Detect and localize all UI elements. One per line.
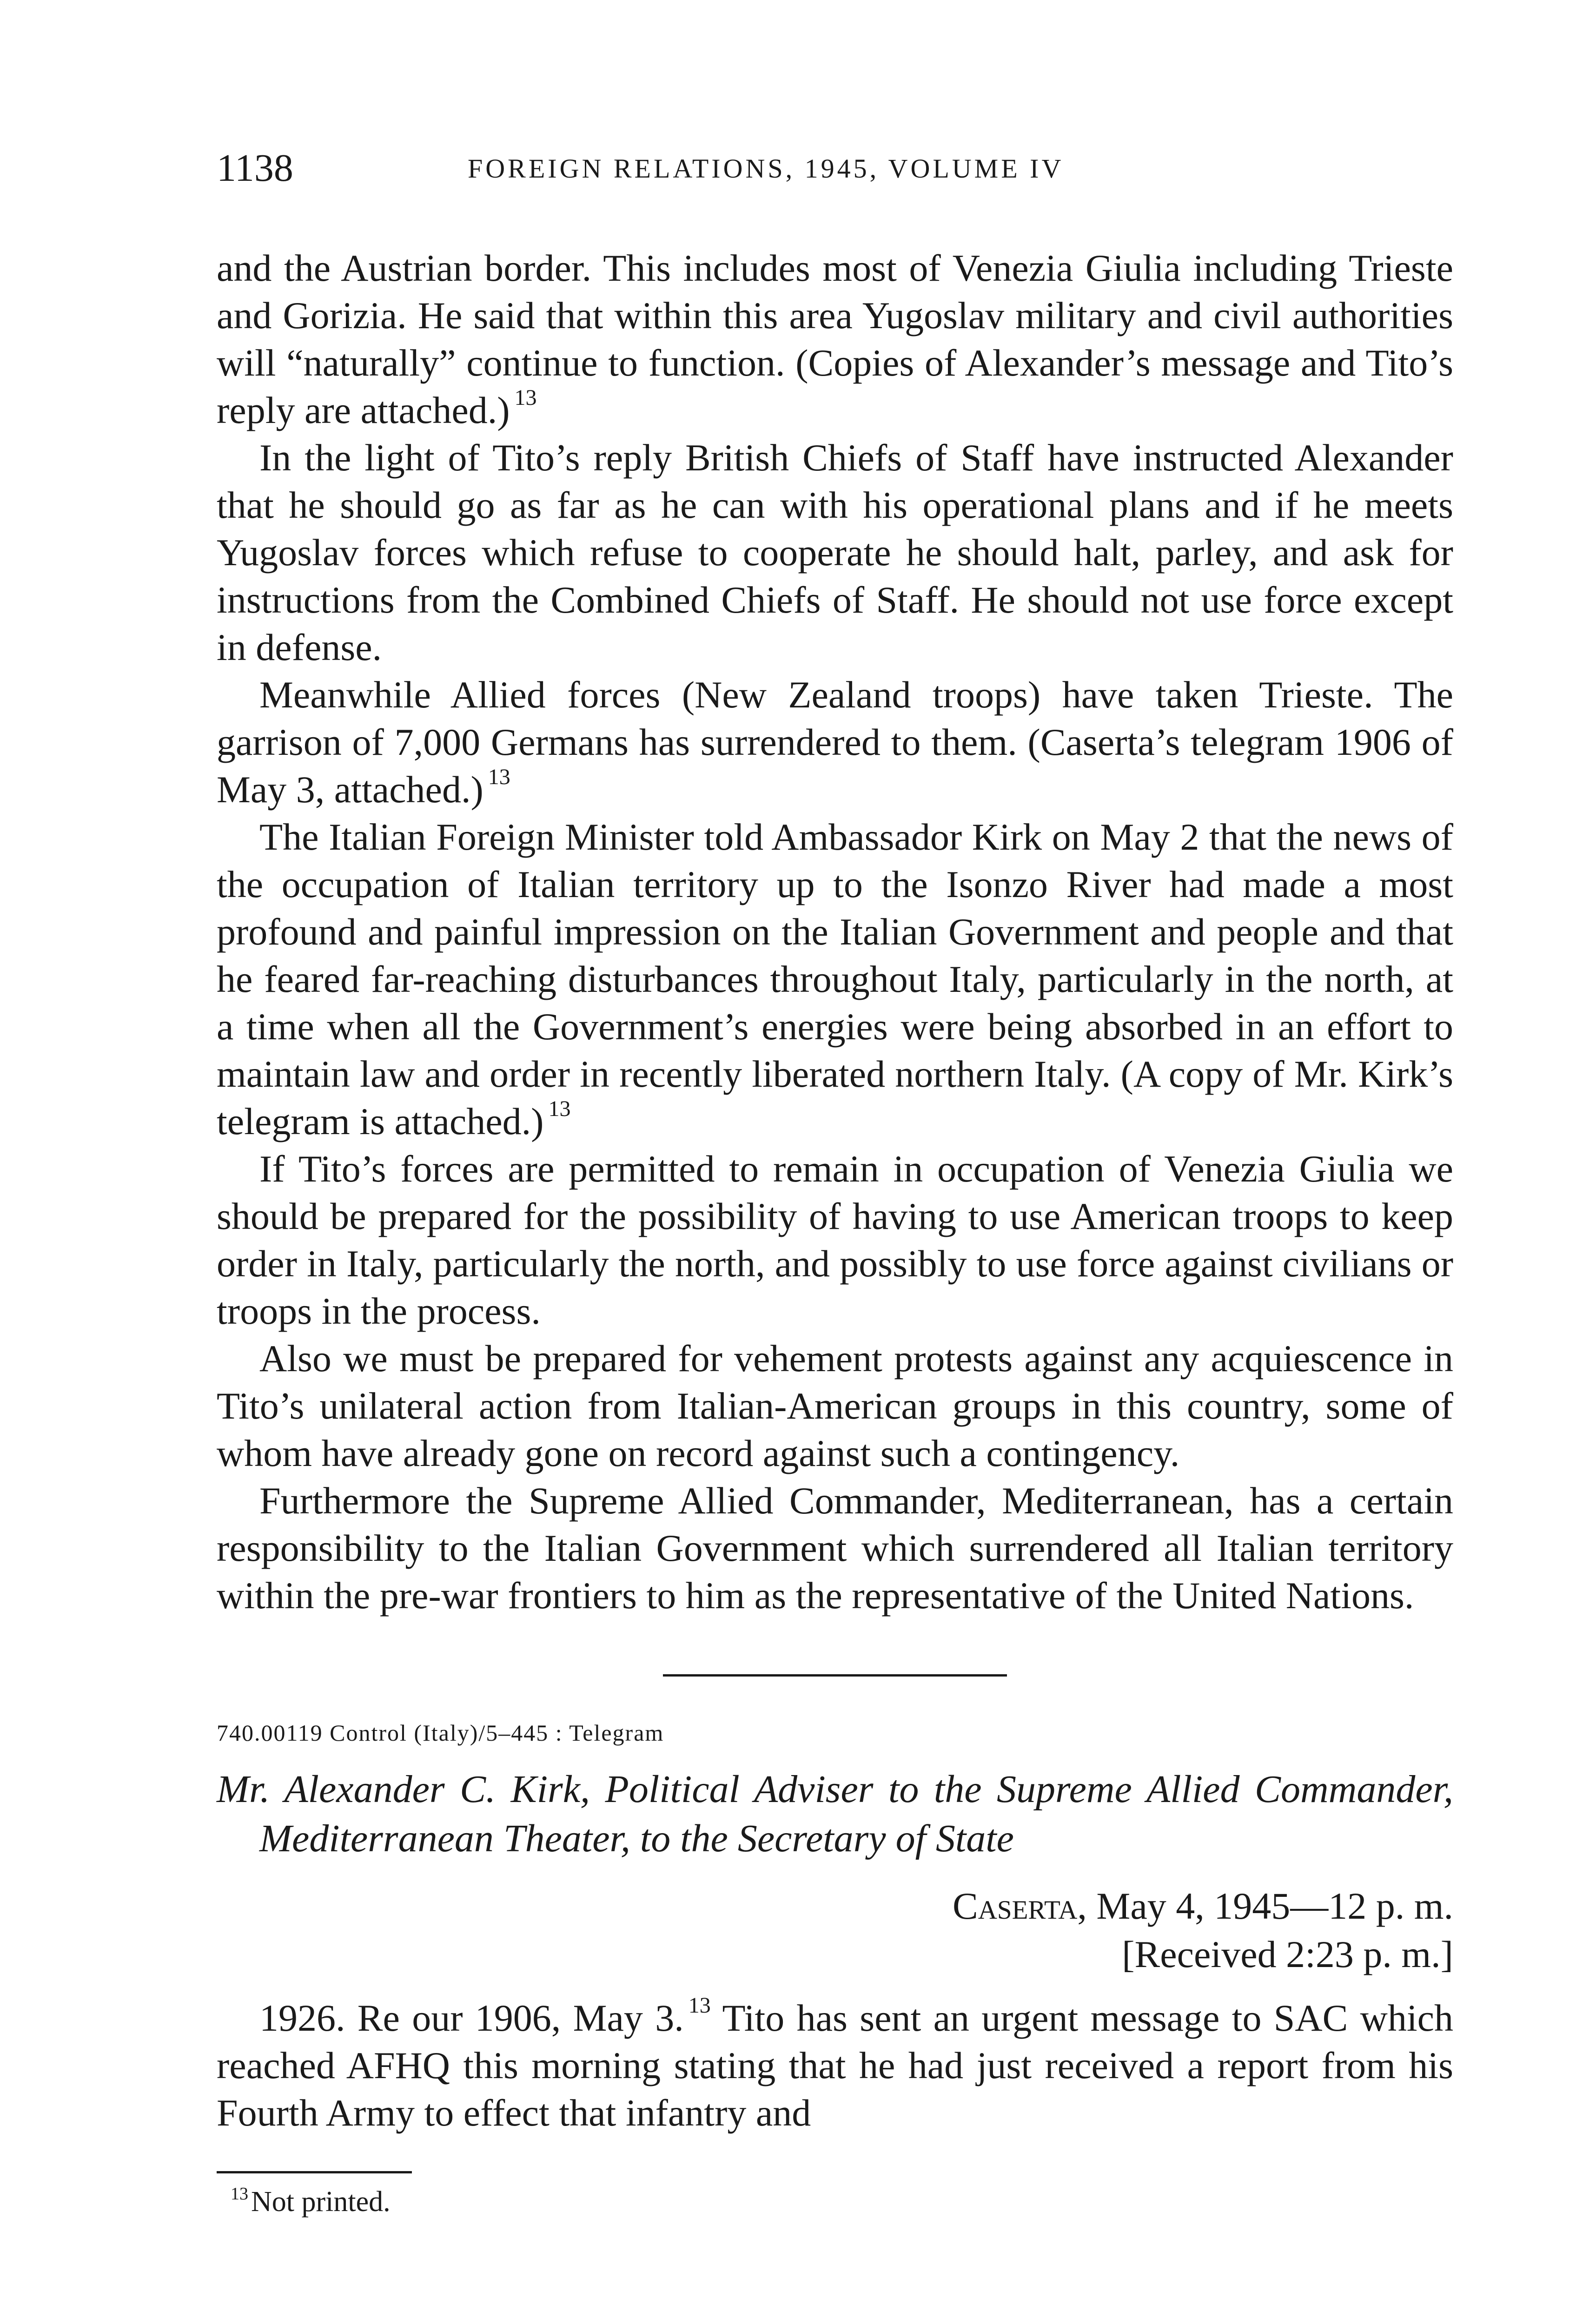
section-divider: [663, 1674, 1007, 1677]
paragraph: Also we must be prepared for vehement protests against any acquiescence in Tito’s unilateral action from Italian-American groups in this country, some of whom have already gone on record against such a contingency.: [217, 1337, 1453, 1474]
footnote-mark: 13: [231, 2184, 248, 2204]
document-page: [217, 146, 1453, 2218]
paragraph: Meanwhile Allied forces (New Zealand troops) have taken Trieste. The garrison of 7,000 Germans has surrendered to them. (Caserta’s telegram 1906 of May 3, attached.) $^{13}$: [217, 673, 1453, 811]
page-header: [217, 146, 1453, 200]
footnote-ref: 13: [514, 385, 537, 410]
paragraph: and the Austrian border. This includes most of Venezia Giulia including Trieste and Gorizia. He said that within this area Yugoslav military and civil authorities will “naturally” continue to function. (Copies of Alexander’s message and Tito’s reply are attached.) $^{13}$: [217, 247, 1453, 431]
received-note: [Received 2:23 p. m.]: [1122, 1933, 1453, 1975]
paragraph: The Italian Foreign Minister told Ambassador Kirk on May 2 that the news of the occupation of Italian territory up to the Isonzo River had made a most profound and painful impression on the Italian Government and people and that he feared far-reaching disturbances throughout Italy, particularly in the north, at a time when all the Government’s energies were being absorbed in an effort to maintain law and order in recently liberated northern Italy. (A copy of Mr. Kirk’s telegram is attached.) $^{13}$: [217, 816, 1453, 1142]
paragraph: In the light of Tito’s reply British Chiefs of Staff have instructed Alexander that he should go as far as he can with his operational plans and if he meets Yugoslav forces which refuse to cooperate he should halt, parley, and ask for instructions from the Combined Chiefs of Staff. He should not use force except in defense.: [217, 436, 1453, 668]
file-reference: 740.00119 Control (Italy)/5–445 : Telegram: [217, 1720, 664, 1746]
page-number: 1138: [217, 146, 293, 190]
running-head: FOREIGN RELATIONS, 1945, VOLUME IV: [468, 153, 1064, 184]
body-text: [217, 244, 1453, 1619]
footnote-rule: [217, 2171, 412, 2173]
footnote-ref: 13: [548, 1096, 571, 1121]
telegram-body: [217, 1994, 1453, 2137]
paragraph: If Tito’s forces are permitted to remain in occupation of Venezia Giulia we should be prepared for the possibility of having to use American troops to keep order in Italy, particularly the north, and possibly to use force against civilians or troops in the process.: [217, 1148, 1453, 1332]
footnote: [217, 2185, 1453, 2218]
paragraph: Furthermore the Supreme Allied Commander, Mediterranean, has a certain responsibility to the Italian Government which surrendered all Italian territory within the pre-war frontiers to him as the representative of the United Nations.: [217, 1479, 1453, 1617]
footnote-ref: 13: [688, 1993, 711, 2018]
paragraph: 1926. Re our 1906, May 3. $^{13}$ Tito has sent an urgent message to SAC which reached AFHQ this morning stating that he had just received a report from his Fourth Army to effect that infantry and: [217, 1993, 1453, 2134]
footnote-ref: 13: [488, 765, 510, 789]
dateline-place: Caserta: [953, 1885, 1078, 1927]
dateline: [217, 1882, 1453, 1979]
footnote-text: Not printed.: [251, 2186, 391, 2218]
document-title: Mr. Alexander C. Kirk, Political Adviser to the Supreme Allied Commander, Mediterranean Theater, to the Secretary of State: [217, 1768, 1453, 1860]
dateline-date: , May 4, 1945—12 p. m.: [1077, 1885, 1453, 1927]
